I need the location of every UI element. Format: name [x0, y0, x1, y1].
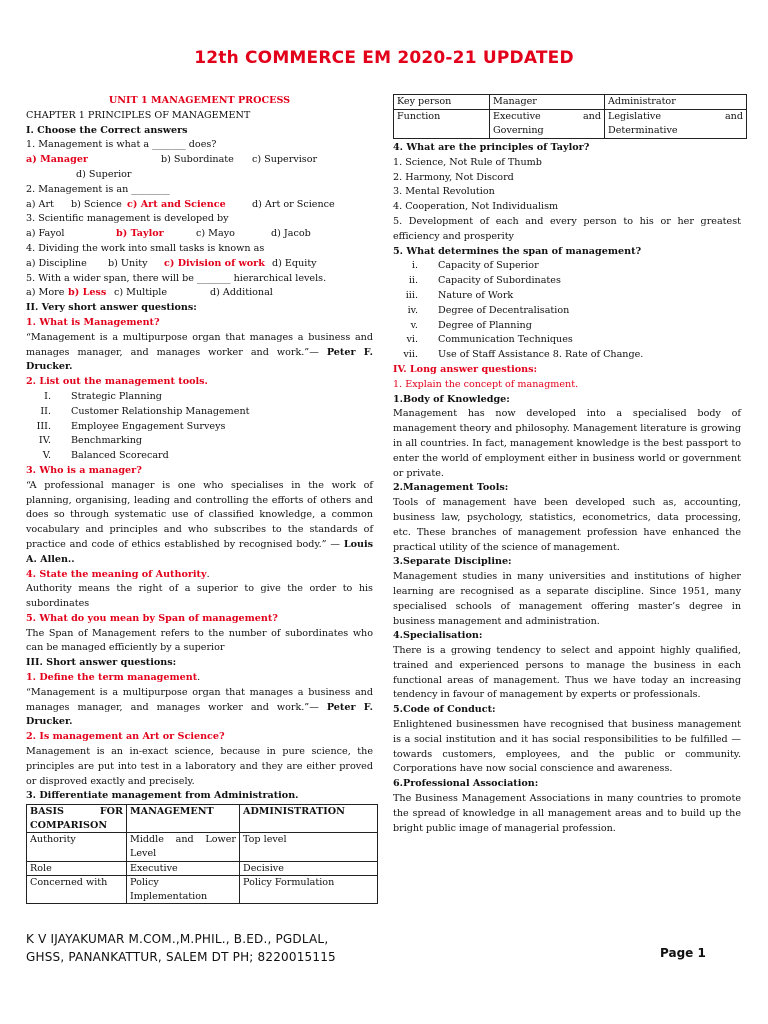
list-item: 2. Harmony, Not Discord — [393, 171, 514, 183]
mcq-option: c) Multiple — [114, 287, 168, 299]
taylor-principles-list — [393, 156, 741, 245]
table-cell: Policy Formulation — [240, 876, 378, 904]
mcq-options — [26, 227, 373, 242]
list-item-number: V. — [42, 450, 51, 462]
mcq-option-correct: b) Taylor — [116, 228, 164, 240]
answer-text: The Span of Management refers to the number of subordinates who can be managed efficiently by a superior — [26, 627, 373, 654]
table-row — [394, 110, 747, 139]
table-cell: Top level — [240, 833, 378, 861]
footer-line: K V IJAYAKUMAR M.COM.,M.PHIL., B.ED., PGDLAL, — [26, 932, 329, 946]
paragraph-heading: 3.Separate Discipline: — [393, 556, 512, 568]
table-cell: Concerned with — [27, 876, 127, 904]
question-heading: 1. What is Management? — [26, 316, 160, 328]
question-heading: 1. Define the term management. — [26, 672, 201, 684]
mcq-question: 4. Dividing the work into small tasks is known as — [26, 242, 265, 254]
list-item-text: Degree of Planning — [438, 319, 532, 331]
list-item-number: ii. — [408, 275, 418, 287]
list-item-number: vii. — [403, 349, 418, 361]
question-heading: 1. Explain the concept of managment. — [393, 378, 579, 390]
comparison-table-continued — [393, 94, 747, 139]
span-factors-list — [393, 259, 741, 363]
table-cell: Manager — [490, 95, 605, 110]
table-row — [27, 833, 378, 861]
page-title: 12th COMMERCE EM 2020-21 UPDATED — [194, 48, 574, 68]
mcq-question: 3. Scientific management is developed by — [26, 213, 229, 225]
list-item — [26, 405, 373, 420]
question-heading: 4. What are the principles of Taylor? — [393, 142, 590, 153]
list-item-number: III. — [36, 420, 51, 432]
mcq-option: d) Additional — [210, 287, 273, 299]
list-item-number: II. — [40, 405, 51, 417]
list-item-text: Capacity of Superior — [438, 260, 539, 272]
list-item — [393, 304, 741, 319]
list-item-text: Communication Techniques — [438, 334, 573, 346]
left-column — [26, 94, 373, 904]
unit-heading: UNIT 1 MANAGEMENT PROCESS — [108, 95, 291, 106]
list-item-text: Capacity of Subordinates — [438, 275, 561, 287]
mcq-question: 2. Management is an ________ — [26, 183, 170, 195]
list-item: 5. Development of each and every person to his or her greatest efficiency and prosperity — [393, 215, 741, 242]
mcq-option: d) Equity — [272, 257, 317, 269]
table-cell: Decisive — [240, 861, 378, 876]
question-heading: 3. Differentiate management from Administration. — [26, 790, 299, 802]
answer-text: “Management is a multipurpose organ that manages a business and manages manager, and manages worker and work.”— Peter F. Drucker. — [26, 686, 373, 728]
answer-text: Authority means the right of a superior to give the order to his subordinates — [26, 583, 373, 610]
paragraph-text: There is a growing tendency to select and appoint highly qualified, trained and experienced persons to manage the business in each functional areas of management. Thus we have today an increasing tendency in favour of management by experts or professionals. — [393, 645, 741, 701]
table-row — [394, 95, 747, 110]
list-item-text: Degree of Decentralisation — [438, 304, 570, 316]
table-cell: Key person — [394, 95, 490, 110]
mcq-option: a) Fayol — [26, 228, 65, 240]
table-header-row — [27, 805, 378, 833]
question-heading: 2. List out the management tools. — [26, 376, 208, 388]
section-heading: IV. Long answer questions: — [393, 363, 538, 375]
mcq-options — [26, 257, 373, 272]
mcq-question: 5. With a wider span, there will be _______ hierarchical levels. — [26, 272, 327, 284]
list-item — [26, 420, 373, 435]
table-cell: Legislative and Determinative — [605, 110, 747, 139]
list-item — [393, 289, 741, 304]
section-heading: II. Very short answer questions: — [26, 302, 197, 314]
paragraph-heading: 5.Code of Conduct: — [393, 704, 496, 716]
list-item-number: vi. — [406, 334, 418, 346]
list-item-text: Balanced Scorecard — [71, 450, 169, 462]
mcq-option: d) Art or Science — [252, 198, 335, 210]
table-header-cell: BASIS FOR COMPARISON — [27, 805, 127, 833]
quote-author: Louis A. Allen.. — [26, 538, 373, 565]
page-number: Page 1 — [660, 946, 706, 960]
table-cell: Administrator — [605, 95, 747, 110]
list-item-text: Use of Staff Assistance 8. Rate of Change. — [438, 349, 644, 361]
paragraph-text: The Business Management Associations in many countries to promote the spread of knowledge in all management areas and to build up the bright public image of managerial profession. — [393, 793, 741, 834]
answer-text: “A professional manager is one who specialises in the work of planning, organising, leading and controlling the efforts of others and does so through systematic use of classified knowledge, a common vocabulary and principles and who subscribes to the standards of practice and code of ethics established by recognised body.” — Louis A. Allen.. — [26, 479, 373, 565]
quote-author: Peter F. Drucker. — [26, 346, 373, 373]
mcq-option-correct: c) Art and Science — [127, 198, 226, 210]
list-item — [26, 390, 373, 405]
mcq-option: d) Superior — [76, 168, 132, 180]
mcq-option: a) More — [26, 287, 65, 299]
mcq-option: b) Unity — [108, 257, 148, 269]
mcq-option: c) Supervisor — [252, 154, 318, 166]
list-item-text: Employee Engagement Surveys — [71, 420, 226, 432]
section-heading: III. Short answer questions: — [26, 657, 177, 669]
list-item-text: Nature of Work — [438, 289, 514, 301]
mcq-option: a) Art — [26, 198, 54, 210]
list-item-text: Customer Relationship Management — [71, 405, 250, 417]
list-item-number: IV. — [38, 435, 51, 447]
answer-text: “Management is a multipurpose organ that manages a business and manages manager, and manages worker and work.”— Peter F. Drucker. — [26, 331, 373, 373]
list-item: 4. Cooperation, Not Individualism — [393, 201, 559, 213]
list-item-text: Strategic Planning — [71, 390, 162, 402]
list-item: 1. Science, Not Rule of Thumb — [393, 156, 542, 168]
mcq-option: b) Subordinate — [161, 154, 234, 166]
paragraph-text: Enlightened businessmen have recognised that business management is a social institution and it has social responsibilities to be fulfilled — towards customers, employees, and the public or community. Corporations have now social conscience and awareness. — [393, 719, 741, 775]
paragraph-heading: 6.Professional Association: — [393, 778, 539, 790]
table-header-cell: MANAGEMENT — [127, 805, 240, 833]
question-heading: 3. Who is a manager? — [26, 464, 142, 476]
mcq-option: d) Jacob — [271, 228, 311, 240]
list-item-text: Benchmarking — [71, 435, 143, 447]
question-heading: 4. State the meaning of Authority. — [26, 568, 210, 580]
list-item-number: i. — [411, 260, 418, 272]
mcq-option-correct: b) Less — [68, 287, 107, 299]
list-item-number: iii. — [405, 289, 418, 301]
tools-list — [26, 390, 373, 464]
list-item-number: iv. — [407, 304, 418, 316]
right-column — [393, 94, 741, 836]
question-heading: 5. What determines the span of management? — [393, 245, 642, 257]
mcq-option-correct: c) Division of work — [164, 257, 265, 269]
chapter-heading: CHAPTER 1 PRINCIPLES OF MANAGEMENT — [26, 109, 251, 121]
list-item — [26, 449, 373, 464]
comparison-table — [26, 804, 378, 904]
list-item-number: I. — [44, 390, 51, 402]
table-row — [27, 876, 378, 904]
question-heading: 2. Is management an Art or Science? — [26, 731, 225, 743]
mcq-options — [26, 198, 373, 213]
list-item: 3. Mental Revolution — [393, 186, 495, 198]
table-cell: Middle and Lower Level — [127, 833, 240, 861]
table-cell: Policy Implementation — [127, 876, 240, 904]
table-cell: Function — [394, 110, 490, 139]
mcq-option: b) Science — [71, 198, 122, 210]
list-item — [393, 348, 741, 363]
paragraph-heading: 4.Specialisation: — [393, 630, 483, 642]
list-item — [393, 259, 741, 274]
section-heading: I. Choose the Correct answers — [26, 124, 188, 136]
mcq-options — [26, 286, 373, 301]
mcq-options — [26, 153, 373, 168]
list-item — [393, 274, 741, 289]
question-heading: 5. What do you mean by Span of management? — [26, 612, 278, 624]
paragraph-heading: 1.Body of Knowledge: — [393, 393, 510, 405]
footer-line: GHSS, PANANKATTUR, SALEM DT PH; 8220015115 — [26, 950, 336, 964]
answer-text: Management is an in-exact science, because in pure science, the principles are put into test in a laboratory and they are either proved or disproved exactly and precisely. — [26, 746, 373, 787]
quote-author: Peter F. Drucker. — [26, 701, 373, 728]
table-cell: Executive and Governing — [490, 110, 605, 139]
mcq-question: 1. Management is what a _______ does? — [26, 139, 217, 151]
paragraph-text: Management studies in many universities and institutions of higher learning are recognised as a separate discipline. Since 1951, many specialised schools of management offering master’s degree in business management and administration. — [393, 571, 741, 627]
mcq-option-correct: a) Manager — [26, 154, 88, 166]
table-cell: Authority — [27, 833, 127, 861]
paragraph-heading: 2.Management Tools: — [393, 482, 509, 494]
table-header-cell: ADMINISTRATION — [240, 805, 378, 833]
footer-author — [26, 930, 336, 966]
mcq-option: c) Mayo — [196, 228, 235, 240]
list-item — [393, 319, 741, 334]
list-item — [393, 333, 741, 348]
table-row — [27, 861, 378, 876]
mcq-option: a) Discipline — [26, 257, 87, 269]
paragraph-text: Management has now developed into a specialised body of management theory and philosophy. Management literature is growing in all countries. In fact, management knowledge is the best passport to enter the world of employment either in business world or government or private. — [393, 408, 741, 479]
paragraph-text: Tools of management have been developed such as, accounting, business law, psychology, statistics, econometrics, data processing, etc. These branches of management profession have enhanced the practical utility of the science of management. — [393, 497, 741, 553]
table-cell: Role — [27, 861, 127, 876]
list-item — [26, 434, 373, 449]
table-cell: Executive — [127, 861, 240, 876]
list-item-number: v. — [410, 319, 418, 331]
